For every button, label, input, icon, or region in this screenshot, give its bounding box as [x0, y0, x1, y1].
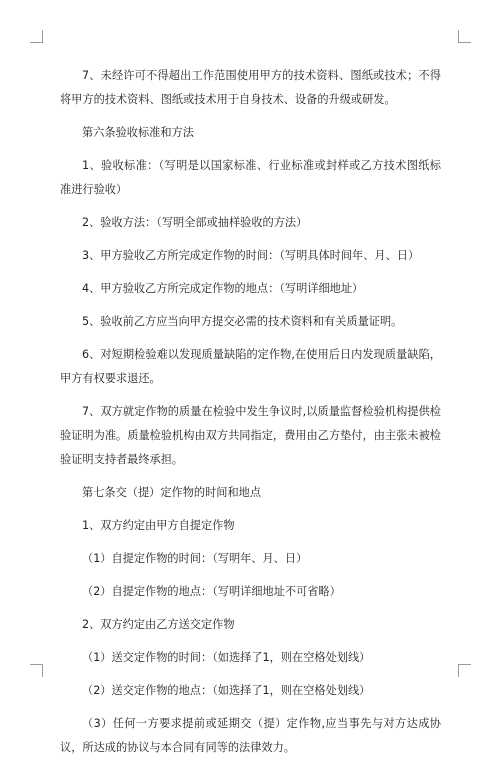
quality-dispute: 7、双方就定作物的质量在检验中发生争议时,以质量监督检验机构提供检验证明为准。质量检验机构由双方共同指定，费用由乙方垫付，由主张未被检验证明支持者最终承担。: [60, 405, 441, 466]
document-body: [60, 64, 441, 769]
article-6-heading: 第六条验收标准和方法: [82, 126, 194, 139]
self-pickup-option: 1、双方约定由甲方自提定作物: [82, 519, 235, 532]
delivery-option: 2、双方约定由乙方送交定作物: [82, 618, 235, 631]
crop-mark-bottom-left: [30, 664, 43, 677]
acceptance-time: 3、甲方验收乙方所完成定作物的时间：（写明具体时间年、月、日）: [82, 249, 420, 262]
article-7-heading: 第七条交（提）定作物的时间和地点: [82, 486, 262, 499]
crop-mark-bottom-right: [458, 664, 471, 677]
self-pickup-location: （2）自提定作物的地点：（写明详细地址不可省略）: [82, 585, 341, 598]
acceptance-method: 2、验收方法：（写明全部或抽样验收的方法）: [82, 216, 308, 229]
acceptance-location: 4、甲方验收乙方所完成定作物的地点：（写明详细地址）: [82, 282, 364, 295]
change-of-delivery-agreement: （3）任何一方要求提前或延期交（提）定作物,应当事先与对方达成协议，所达成的协议与本合同有同等的法律效力。: [60, 717, 441, 754]
latent-defect-return: 6、对短期检验难以发现质量缺陷的定作物,在使用后日内发现质量缺陷，甲方有权要求退还。: [60, 348, 441, 385]
crop-mark-top-left: [30, 30, 43, 43]
delivery-time: （1）送交定作物的时间：（如选择了1，则在空格处划线）: [82, 651, 371, 664]
clause-7-technical-data: 7、未经许可不得超出工作范围使用甲方的技术资料、图纸或技术；不得将甲方的技术资料、图纸或技术用于自身技术、设备的升级或研发。: [60, 69, 441, 106]
quality-documents: 5、验收前乙方应当向甲方提交必需的技术资料和有关质量证明。: [82, 315, 403, 328]
acceptance-standard: 1、验收标准：（写明是以国家标准、行业标准或封样或乙方技术图纸标准进行验收）: [60, 159, 441, 196]
delivery-location: （2）送交定作物的地点：（如选择了1，则在空格处划线）: [82, 684, 371, 697]
crop-mark-top-right: [458, 30, 471, 43]
self-pickup-time: （1）自提定作物的时间：（写明年、月、日）: [82, 552, 308, 565]
